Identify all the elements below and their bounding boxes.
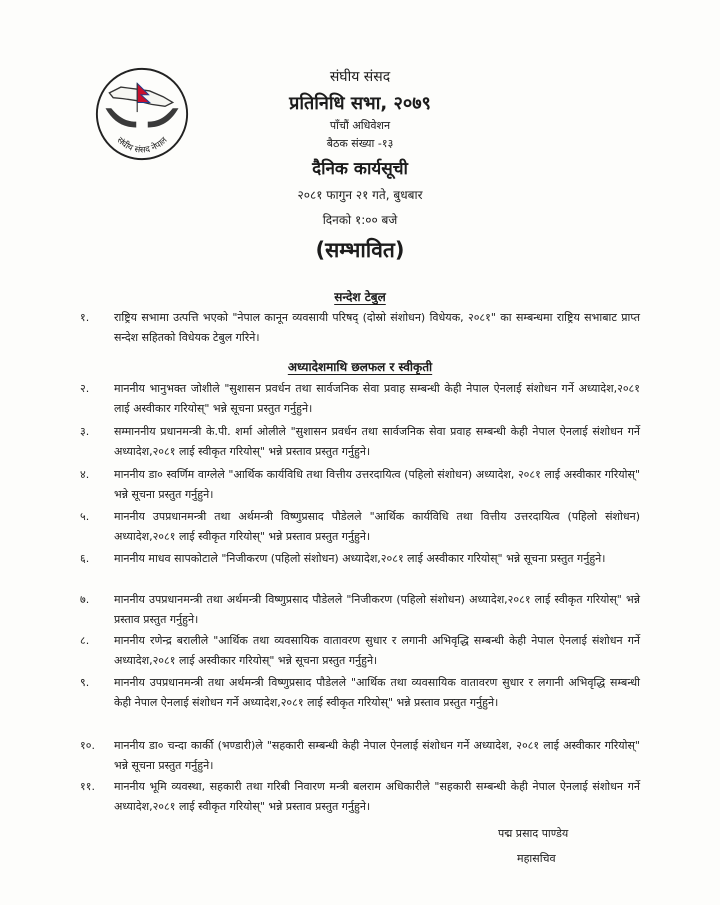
- signatory-title: महासचिव: [517, 852, 556, 865]
- agenda-time: दिनको १:०० बजे: [322, 213, 398, 227]
- item-text: माननीय डा० चन्दा कार्की (भण्डारी)ले "सहकारी सम्बन्धी केही नेपाल ऐनलाई संशोधन गर्ने अध्यादेश, २०८१ लाई अस्वीकार गरियोस्" भन्ने सूचना प्रस्तुत गर्नुहुने।: [114, 739, 640, 772]
- item-number: ८.: [80, 634, 90, 647]
- section-heading: अध्यादेशमाथि छलफल र स्वीकृती: [287, 360, 433, 374]
- item-number: ४.: [80, 468, 90, 481]
- item-number: ५.: [80, 510, 90, 523]
- house-title: प्रतिनिधि सभा, २०७९: [289, 93, 431, 114]
- item-number: ११.: [80, 780, 95, 793]
- item-text: माननीय उपप्रधानमन्त्री तथा अर्थमन्त्री विष्णुप्रसाद पौडेलले "निजीकरण (पहिलो संशोधन) अध्यादेश,२०८१ लाई स्वीकृत गरियोस्" भन्ने प्रस्ताव प्रस्तुत गर्नुहुने।: [114, 593, 640, 626]
- item-number: १.: [80, 311, 90, 324]
- item-number: १०.: [80, 739, 95, 752]
- item-number: ३.: [80, 425, 90, 438]
- session-label: पाँचौं अधिवेशन: [329, 119, 391, 132]
- item-text: माननीय रणेन्द्र बरालीले "आर्थिक तथा व्यवसायिक वातावरण सुधार र लगानी अभिवृद्धि सम्बन्धी केही नेपाल ऐनलाई संशोधन गर्ने अध्यादेश,२०८१ लाई अस्वीकार गरियोस्" भन्ने सूचना प्रस्तुत गर्नुहुने।: [114, 634, 640, 667]
- meeting-number: बैठक संख्या -१३: [326, 137, 394, 150]
- item-text: माननीय माधव सापकोटाले "निजीकरण (पहिलो संशोधन) अध्यादेश,२०८१ लाई अस्वीकार गरियोस्" भन्ने सूचना प्रस्तुत गर्नुहुने।: [114, 552, 606, 565]
- item-number: ६.: [80, 552, 90, 565]
- item-text: माननीय डा० स्वर्णिम वाग्लेले "आर्थिक कार्यविधि तथा वित्तीय उत्तरदायित्व (पहिलो संशोधन) अध्यादेश, २०८१ लाई अस्वीकार गरियोस्" भन्ने सूचना प्रस्तुत गर्नुहुने।: [114, 468, 640, 501]
- agenda-status: (सम्भावित): [315, 238, 405, 262]
- item-number: २.: [80, 382, 90, 395]
- emblem-caption: संघीय संसद नेपाल: [114, 135, 170, 156]
- item-text: राष्ट्रिय सभामा उत्पत्ति भएको "नेपाल कानून व्यवसायी परिषद् (दोस्रो संशोधन) विधेयक, २०८१" का सम्बन्धमा राष्ट्रिय सभाबाट प्राप्त सन्देश सहितको विधेयक टेबुल गरिने।: [114, 311, 640, 344]
- item-text: माननीय उपप्रधानमन्त्री तथा अर्थमन्त्री विष्णुप्रसाद पौडेलले "आर्थिक तथा व्यवसायिक वातावरण सुधार र लगानी अभिवृद्धि सम्बन्धी केही नेपाल ऐनलाई संशोधन गर्ने अध्यादेश,२०८१ लाई स्वीकृत गरियोस्" भन्ने प्रस्ताव प्रस्तुत गर्नुहुने।: [114, 676, 640, 709]
- item-text: माननीय भूमि व्यवस्था, सहकारी तथा गरिबी निवारण मन्त्री बलराम अधिकारीले "सहकारी सम्बन्धी केही नेपाल ऐनलाई संशोधन गर्ने अध्यादेश,२०८१ लाई स्वीकृत गरियोस्" भन्ने प्रस्ताव प्रस्तुत गर्नुहुने।: [114, 780, 640, 813]
- item-text: माननीय उपप्रधानमन्त्री तथा अर्थमन्त्री विष्णुप्रसाद पौडेलले "आर्थिक कार्यविधि तथा वित्तीय उत्तरदायित्व (पहिलो संशोधन) अध्यादेश,२०८१ लाई स्वीकृत गरियोस्" भन्ने प्रस्ताव प्रस्तुत गर्नुहुने।: [114, 510, 640, 543]
- agenda-title: दैनिक कार्यसूची: [312, 159, 408, 179]
- item-number: ९.: [80, 676, 90, 689]
- signatory-name: पद्म प्रसाद पाण्डेय: [498, 827, 569, 840]
- item-text: माननीय भानुभक्त जोशीले "सुशासन प्रवर्धन तथा सार्वजनिक सेवा प्रवाह सम्बन्धी केही नेपाल ऐनलाई संशोधन गर्ने अध्यादेश,२०८१ लाई अस्वीकार गरियोस्" भन्ने सूचना प्रस्तुत गर्नुहुने।: [114, 382, 640, 415]
- item-number: ७.: [80, 593, 90, 606]
- agenda-date: २०८१ फागुन २१ गते, बुधबार: [297, 188, 423, 202]
- section-heading: सन्देश टेबुल: [334, 290, 386, 304]
- parliament-name: संघीय संसद: [329, 69, 391, 85]
- item-text: सम्माननीय प्रधानमन्त्री के.पी. शर्मा ओलीले "सुशासन प्रवर्धन तथा सार्वजनिक सेवा प्रवाह सम्बन्धी केही नेपाल ऐनलाई संशोधन गर्ने अध्यादेश,२०८१ लाई स्वीकृत गरियोस्" भन्ने प्रस्ताव प्रस्तुत गर्नुहुने।: [114, 425, 640, 458]
